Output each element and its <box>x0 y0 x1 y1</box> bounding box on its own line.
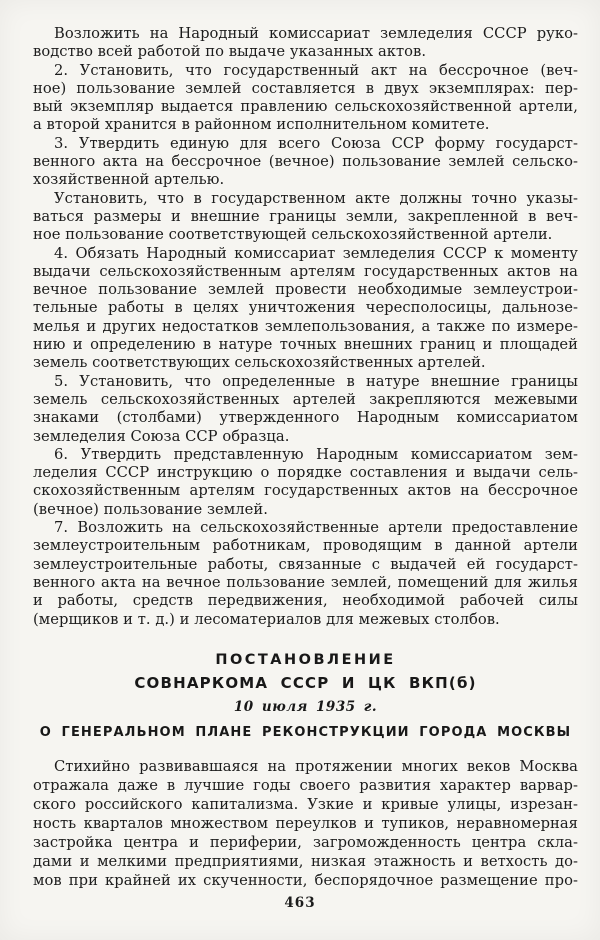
paragraph <box>33 190 578 245</box>
text-line: водство всей работой по выдаче указанных актов. <box>33 43 427 61</box>
paragraph <box>33 135 578 190</box>
decree-heading-title: ПОСТАНОВЛЕНИЕ <box>215 652 396 668</box>
text-line: знаками (столбами) утвержденного Народным комиссариатом <box>33 409 578 427</box>
text-line: скохозяйственным артелям государственных актов на бессрочное <box>33 482 578 500</box>
decree-intro-text <box>33 757 578 890</box>
text-line: мов при крайней их скученности, беспорядочное размещение про- <box>33 872 578 889</box>
text-line: нию и определению в натуре точных внешних границ и площадей <box>33 336 578 354</box>
text-line: ное пользование соответствующей сельскохозяйственной артели. <box>33 226 553 244</box>
text-line: вый экземпляр выдается правлению сельскохозяйственной артели, <box>33 98 578 116</box>
text-line: земель сельскохозяйственных артелей закрепляются межевыми <box>33 390 578 408</box>
text-line: земледелия Союза ССР образца. <box>33 427 290 445</box>
text-line: ваться размеры и внешние границы земли, закрепленной в веч- <box>33 207 578 225</box>
text-line: хозяйственной артелью. <box>33 171 225 189</box>
text-line: 2. Установить, что государственный акт на бессрочное (веч- <box>54 61 578 79</box>
text-line: землеустроительным работникам, проводящим в данной артели <box>33 537 578 555</box>
decree-heading-subject: О ГЕНЕРАЛЬНОМ ПЛАНЕ РЕКОНСТРУКЦИИ ГОРОДА МОСКВЫ <box>39 725 572 740</box>
decree-body-text <box>33 25 578 629</box>
text-line: вечное пользование землей провести необходимые землеустрои- <box>33 281 578 299</box>
text-line: 6. Утвердить представленную Народным комиссариатом зем- <box>54 445 578 463</box>
text-line: (мерщиков и т. д.) и лесоматериалов для межевых столбов. <box>33 610 500 628</box>
paragraph <box>33 519 578 629</box>
paragraph <box>33 62 578 135</box>
text-line: землеустроительные работы, связанные с выдачей ей государст- <box>33 555 578 573</box>
text-line: мелья и других недостатков землепользования, а также по измере- <box>33 317 578 335</box>
text-line: земель соответствующих сельскохозяйственных артелей. <box>33 354 486 372</box>
paragraph <box>33 25 578 62</box>
text-line: венного акта на вечное пользование землей, помещений для жилья <box>33 573 578 591</box>
decree-heading-organization: СОВНАРКОМА СССР И ЦК ВКП(б) <box>134 674 477 692</box>
text-line: 3. Утвердить единую для всего Союза ССР форму государст- <box>54 134 578 152</box>
text-line: 7. Возложить на сельскохозяйственные артели предоставление <box>54 519 578 537</box>
text-line: 5. Установить, что определенные в натуре внешние границы <box>54 372 578 390</box>
paragraph <box>33 757 578 890</box>
text-line: ность кварталов множеством переулков и тупиков, неравномерная <box>33 815 578 832</box>
decree-heading-date: 10 июля 1935 г. <box>233 699 378 715</box>
text-line: Стихийно развивавшаяся на протяжении многих веков Москва <box>54 758 578 775</box>
text-line: Установить, что в государственном акте должны точно указы- <box>54 189 578 207</box>
text-line: выдачи сельскохозяйственным артелям государственных актов на <box>33 262 578 280</box>
text-line: 4. Обязать Народный комиссариат земледелия СССР к моменту <box>54 244 578 262</box>
text-line: ное) пользование землей составляется в двух экземплярах: пер- <box>33 79 578 97</box>
text-line: а второй хранится в районном исполнительном комитете. <box>33 116 490 134</box>
paragraph <box>33 245 578 373</box>
text-line: застройка центра и периферии, загроможденность центра скла- <box>33 834 578 851</box>
paragraph <box>33 373 578 446</box>
text-line: и работы, средств передвижения, необходимой рабочей силы <box>33 592 578 610</box>
text-line: ского российского капитализма. Узкие и кривые улицы, изрезан- <box>33 796 578 813</box>
text-line: дами и мелкими предприятиями, низкая этажность и ветхость до- <box>33 853 578 870</box>
paragraph <box>33 446 578 519</box>
text-line: Возложить на Народный комиссариат земледелия СССР руко- <box>54 25 578 42</box>
text-line: венного акта на бессрочное (вечное) пользование землей сельско- <box>33 153 578 171</box>
page-number: 463 <box>284 895 316 911</box>
text-line: (вечное) пользование землей. <box>33 500 268 518</box>
text-line: тельные работы в целях уничтожения чересполосицы, дальнозе- <box>33 299 578 317</box>
text-line: леделия СССР инструкцию о порядке составления и выдачи сель- <box>33 464 578 482</box>
text-line: отражала даже в лучшие годы своего развития характер варвар- <box>33 777 578 794</box>
